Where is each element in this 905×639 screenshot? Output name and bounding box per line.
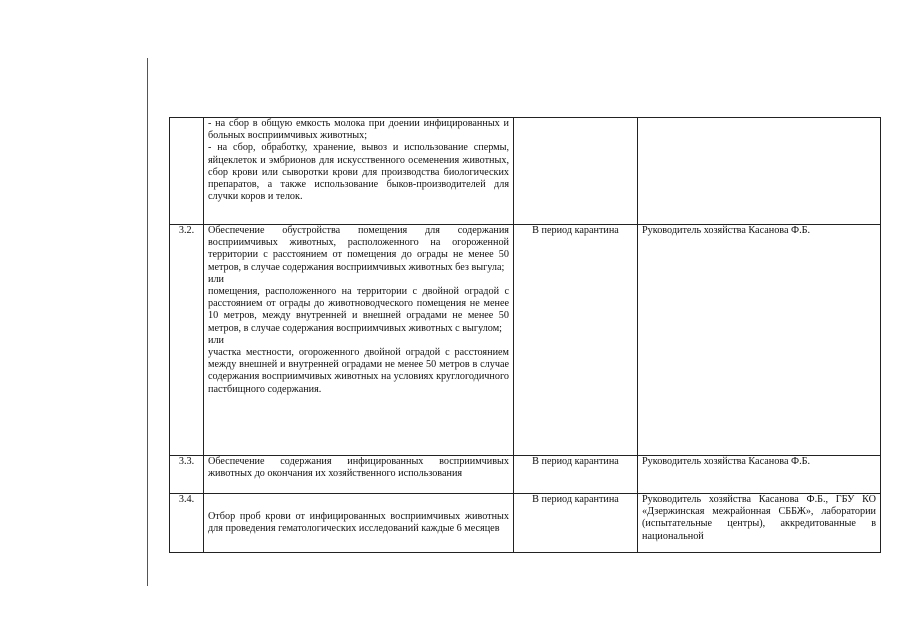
- measure-cell: [204, 118, 514, 225]
- term-cell: В период карантина: [514, 456, 638, 494]
- responsible-cell: Руководитель хозяйства Касанова Ф.Б.: [638, 225, 881, 456]
- measure-paragraph: или: [208, 273, 224, 285]
- responsible-cell: Руководитель хозяйства Касанова Ф.Б., ГБУ КО «Дзержинская межрайонная СББЖ», лаборатории (испытательные центры), аккредитованные в национальной: [638, 494, 881, 553]
- measure-paragraph: Обеспечение содержания инфицированных восприимчивых животных до окончания их хозяйственного использования: [208, 456, 509, 480]
- quarantine-measures-table: [169, 117, 881, 553]
- row-number: [170, 118, 204, 225]
- responsible-cell: Руководитель хозяйства Касанова Ф.Б.: [638, 456, 881, 494]
- measure-paragraph: - на сбор в общую емкость молока при доении инфицированных и больных восприимчивых животных;: [208, 118, 509, 142]
- row-number: 3.4.: [170, 494, 204, 553]
- measure-paragraph: Отбор проб крови от инфицированных восприимчивых животных для проведения гематологических исследований каждые 6 месяцев: [208, 510, 509, 534]
- measure-paragraph: Обеспечение обустройства помещения для содержания восприимчивых животных, расположенного на огороженной территории с расстоянием от помещения до ограды не менее 50 метров, в случае содержания восприимчивых животных без выгула;: [208, 225, 509, 273]
- measure-cell: [204, 494, 514, 553]
- term-cell: [514, 118, 638, 225]
- row-number: 3.2.: [170, 225, 204, 456]
- measure-paragraph: или: [208, 334, 224, 346]
- term-cell: В период карантина: [514, 494, 638, 553]
- responsible-cell: [638, 118, 881, 225]
- table-row: [170, 494, 881, 553]
- row-number: 3.3.: [170, 456, 204, 494]
- table-row: [170, 225, 881, 456]
- measure-paragraph: участка местности, огороженного двойной оградой с расстоянием между внешней и внутренней оградами не менее 50 метров в случае содержания восприимчивых животных на условиях круглогодичного пастбищного содержания.: [208, 347, 509, 395]
- table-row: [170, 118, 881, 225]
- measure-cell: [204, 456, 514, 494]
- term-cell: В период карантина: [514, 225, 638, 456]
- table-row: [170, 456, 881, 494]
- measure-paragraph: помещения, расположенного на территории с двойной оградой с расстоянием от ограды до животноводческого помещения не менее 10 метров, между внутренней и внешней оградами не менее 50 метров, в случае содержания восприимчивых животных с выгулом;: [208, 286, 509, 334]
- measure-cell: [204, 225, 514, 456]
- measure-paragraph: - на сбор, обработку, хранение, вывоз и использование спермы, яйцеклеток и эмбрионов для искусственного осеменения животных, сбор крови или сыворотки крови для производства биологических препаратов, а также использование быков-производителей для случки коров и телок.: [208, 142, 509, 203]
- page-margin-line: [147, 58, 148, 586]
